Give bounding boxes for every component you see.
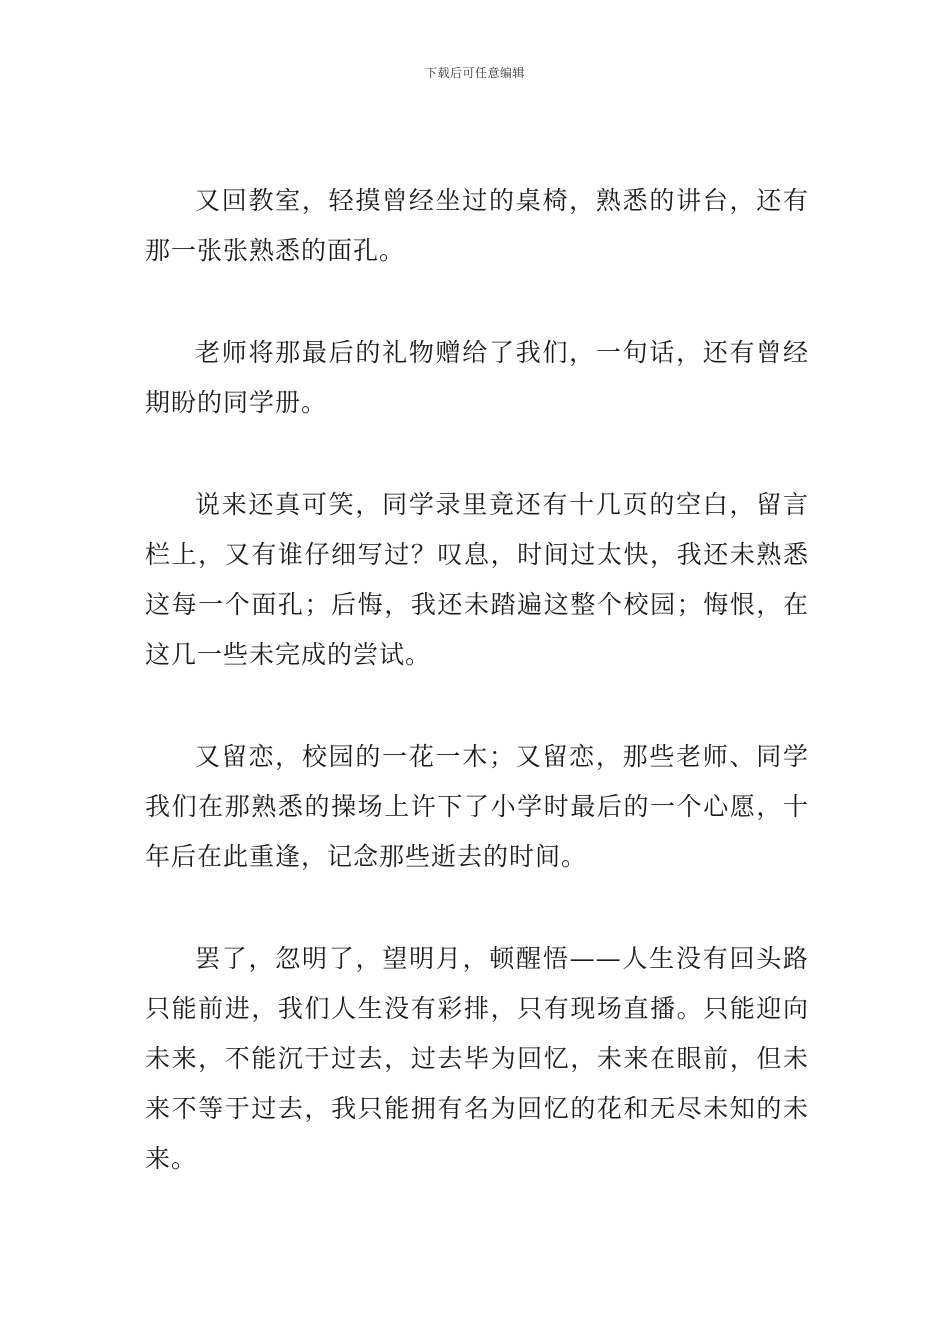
paragraph: 老师将那最后的礼物赠给了我们，一句话，还有曾经期盼的同学册。 [145,338,809,417]
paragraph: 又回教室，轻摸曾经坐过的桌椅，熟悉的讲台，还有那一张张熟悉的面孔。 [145,186,809,265]
paragraph: 又留恋，校园的一花一木；又留恋，那些老师、同学我们在那熟悉的操场上许下了小学时最后的一个心愿，十年后在此重逢，记念那些逝去的时间。 [145,742,809,871]
paragraph: 罢了，忽明了，望明月，顿醒悟——人生没有回头路只能前进，我们人生没有彩排，只有现场直播。只能迎向未来，不能沉于过去，过去毕为回忆，未来在眼前，但未来不等于过去，我只能拥有名为回忆的花和无尽未知的未来。 [145,944,809,1173]
paragraph: 说来还真可笑，同学录里竟还有十几页的空白，留言栏上，又有谁仔细写过？叹息，时间过太快，我还未熟悉这每一个面孔；后悔，我还未踏遍这整个校园；悔恨，在这几一些未完成的尝试。 [145,490,809,669]
page-header: 下载后可任意编辑 [424,66,525,80]
document-body [145,176,809,1236]
